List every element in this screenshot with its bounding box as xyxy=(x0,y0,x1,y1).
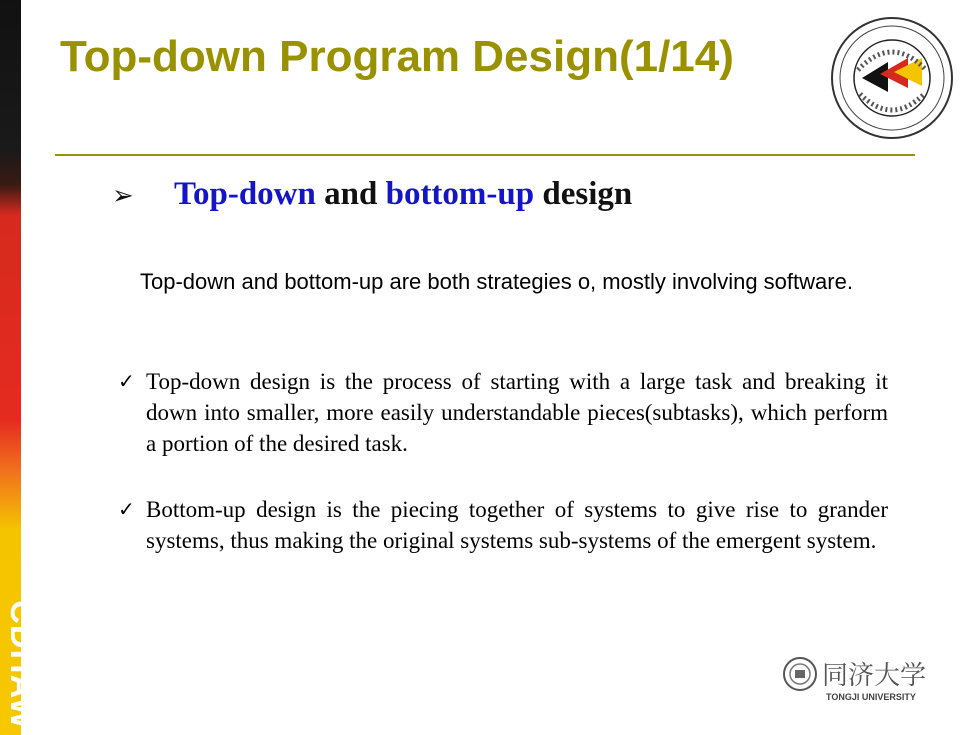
cdhaw-vertical-label xyxy=(1,600,41,730)
title-divider xyxy=(55,154,915,156)
heading-bottom-up: bottom-up xyxy=(385,176,535,212)
heading-and: and xyxy=(315,176,386,212)
tongji-chinese-name: 同济大学 xyxy=(822,661,927,691)
checkmark-icon: ✓ xyxy=(118,497,135,521)
checkmark-icon: ✓ xyxy=(118,369,135,393)
cdhaw-text: CDHAW xyxy=(4,600,41,730)
arrow-bullet-icon: ➢ xyxy=(112,181,134,210)
bullet-text: Bottom-up design is the piecing together of systems to give rise to grander systems, thus making the original systems sub-systems of the emergent system. xyxy=(146,497,888,553)
slide-title: Top-down Program Design(1/14) xyxy=(60,32,734,81)
tongji-university-logo xyxy=(780,654,940,702)
heading-design: design xyxy=(534,176,633,212)
bullet-text: Top-down design is the process of starting with a large task and breaking it down into smaller, more easily understandable pieces(subtasks), which perform a portion of the desired task. xyxy=(146,369,888,456)
bullet-top-down xyxy=(118,366,888,459)
bullet-bottom-up xyxy=(118,494,888,556)
cdhaw-seal-logo xyxy=(828,14,956,142)
heading-top-down: Top-down xyxy=(174,176,316,212)
tongji-english-name: TONGJI UNIVERSITY xyxy=(826,692,916,702)
intro-paragraph: Top-down and bottom-up are both strategies o, mostly involving software. xyxy=(140,269,853,294)
section-heading xyxy=(112,176,632,213)
